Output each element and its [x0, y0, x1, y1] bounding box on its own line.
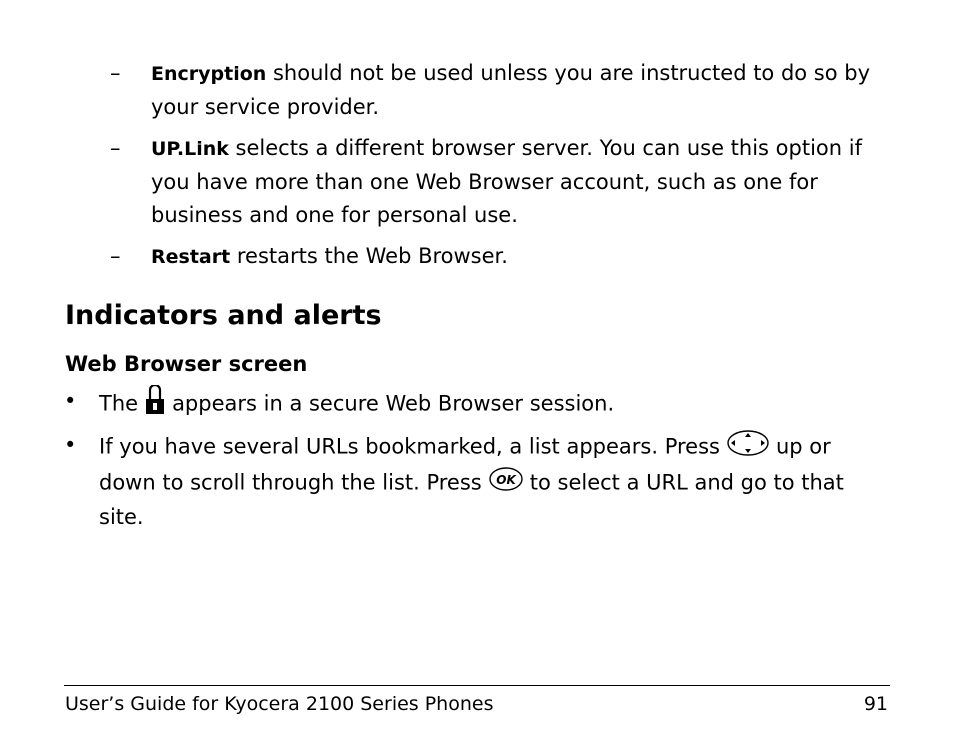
section-heading: Indicators and alerts: [65, 300, 382, 331]
bullet-text: [99, 429, 884, 533]
bullet-text-part3: to select a URL and go to that site.: [99, 470, 844, 529]
bullet-text-after: appears in a secure Web Browser session.: [172, 391, 615, 416]
bullet-text: [99, 385, 884, 424]
navigation-key-icon: [726, 429, 770, 466]
ok-key-icon: [488, 466, 524, 501]
option-term: Restart: [151, 246, 231, 268]
dash-marker: –: [110, 61, 121, 85]
section-subheading: Web Browser screen: [65, 352, 308, 376]
dash-marker: –: [110, 136, 121, 160]
bullet-text-before: The: [99, 391, 139, 416]
lock-icon: [144, 385, 166, 424]
option-term: UP.Link: [151, 138, 229, 160]
footer-title: User’s Guide for Kyocera 2100 Series Phones: [65, 693, 494, 715]
option-term: Encryption: [151, 63, 267, 85]
bullet-text-part2: up or down to scroll through the list. Press: [99, 434, 831, 495]
footer-rule: [64, 685, 890, 686]
bullet-text-part1: If you have several URLs bookmarked, a list appears. Press: [99, 434, 720, 459]
page-number: 91: [863, 693, 888, 715]
option-description: should not be used unless you are instructed to do so by your service provider.: [151, 61, 871, 119]
option-text: [151, 132, 896, 232]
option-description: selects a different browser server. You can use this option if you have more than one Web Browser account, such as one for business and one for personal use.: [151, 136, 862, 227]
svg-text:OK: OK: [496, 473, 516, 487]
option-description: restarts the Web Browser.: [230, 244, 508, 268]
dash-marker: –: [110, 244, 121, 268]
bullet-marker: •: [64, 389, 77, 413]
option-text: [151, 57, 896, 124]
option-text: [151, 240, 896, 274]
bullet-marker: •: [64, 433, 77, 457]
